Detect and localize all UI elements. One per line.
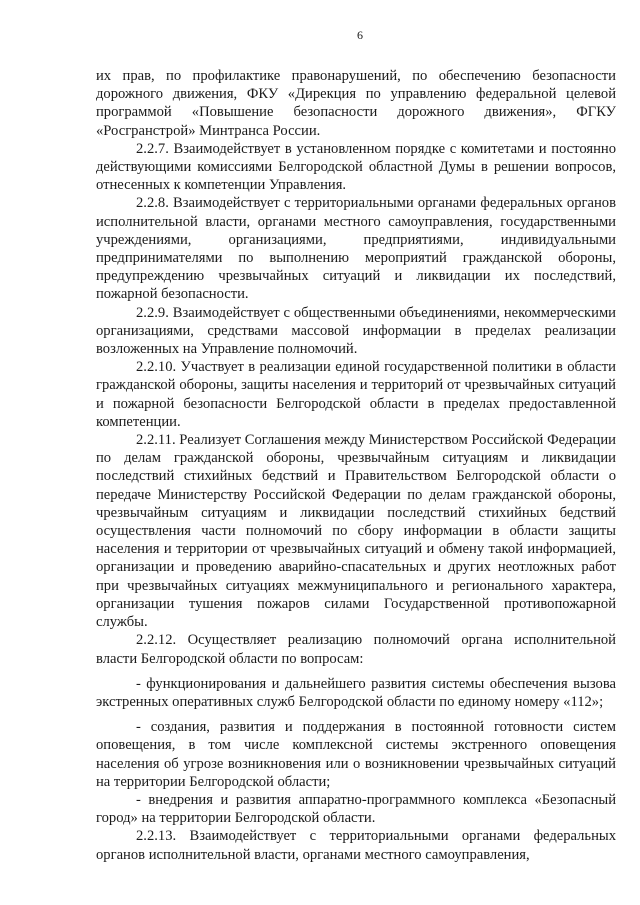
paragraph-2-2-7: 2.2.7. Взаимодействует в установленном порядке с комитетами и постоянно действующими комиссиями Белгородской областной Думы в решении вопросов, отнесенных к компетенции Управления. xyxy=(96,140,616,194)
paragraph-2-2-12: 2.2.12. Осуществляет реализацию полномочий органа исполнительной власти Белгородской области по вопросам: xyxy=(96,632,616,667)
paragraph-2-2-8: 2.2.8. Взаимодействует с территориальными органами федеральных органов исполнительной власти, органами местного самоуправления, государственными учреждениями, организациями, предприятиями, индивидуальными предпринимателями по выполнению мероприятий гражданской обороны, предупреждению чрезвычайных ситуаций и ликвидации их последствий, пожарной безопасности. xyxy=(96,195,616,303)
paragraph-2-2-13: 2.2.13. Взаимодействует с территориальными органами федеральных органов исполнительной власти, органами местного самоуправления, xyxy=(96,828,616,863)
paragraph-continuation: их прав, по профилактике правонарушений, по обеспечению безопасности дорожного движения, ФКУ «Дирекция по управлению федеральной целевой программой «Повышение безопасности дорожного движения», ФГКУ «Росгранстрой» Минтранса России. xyxy=(96,68,616,139)
document-page xyxy=(96,28,616,864)
paragraph-2-2-9: 2.2.9. Взаимодействует с общественными объединениями, некоммерческими организациями, средствами массовой информации в пределах реализации возложенных на Управление полномочий. xyxy=(96,304,616,358)
list-item-warning-systems: - создания, развития и поддержания в постоянной готовности систем оповещения, в том числе комплексной системы экстренного оповещения населения об угрозе возникновения или о возникновении чрезвычайных ситуаций на территории Белгородской области; xyxy=(96,719,616,790)
paragraph-2-2-11: 2.2.11. Реализует Соглашения между Министерством Российской Федерации по делам гражданской обороны, чрезвычайным ситуациям и ликвидации последствий стихийных бедствий и Правительством Белгородской области о передаче Министерству Российской Федерации по делам гражданской обороны, чрезвычайным ситуациям и ликвидации последствий стихийных бедствий осуществления части полномочий по сбору информации в области защиты населения и территории от чрезвычайных ситуаций и обмену такой информацией, организации и проведению аварийно-спасательных и других неотложных работ при чрезвычайных ситуациях межмуниципального и регионального характера, организации тушения пожаров силами Государственной противопожарной службы. xyxy=(96,432,616,631)
list-item-safe-city: - внедрения и развития аппаратно-программного комплекса «Безопасный город» на территории Белгородской области. xyxy=(96,791,616,827)
page-number: 6 xyxy=(357,28,363,42)
paragraph-2-2-10: 2.2.10. Участвует в реализации единой государственной политики в области гражданской обороны, защиты населения и территорий от чрезвычайных ситуаций и пожарной безопасности Белгородской области в пределах предоставленной компетенции. xyxy=(96,359,616,430)
list-item-112: - функционирования и дальнейшего развития системы обеспечения вызова экстренных оперативных служб Белгородской области по единому номеру «112»; xyxy=(96,675,616,710)
